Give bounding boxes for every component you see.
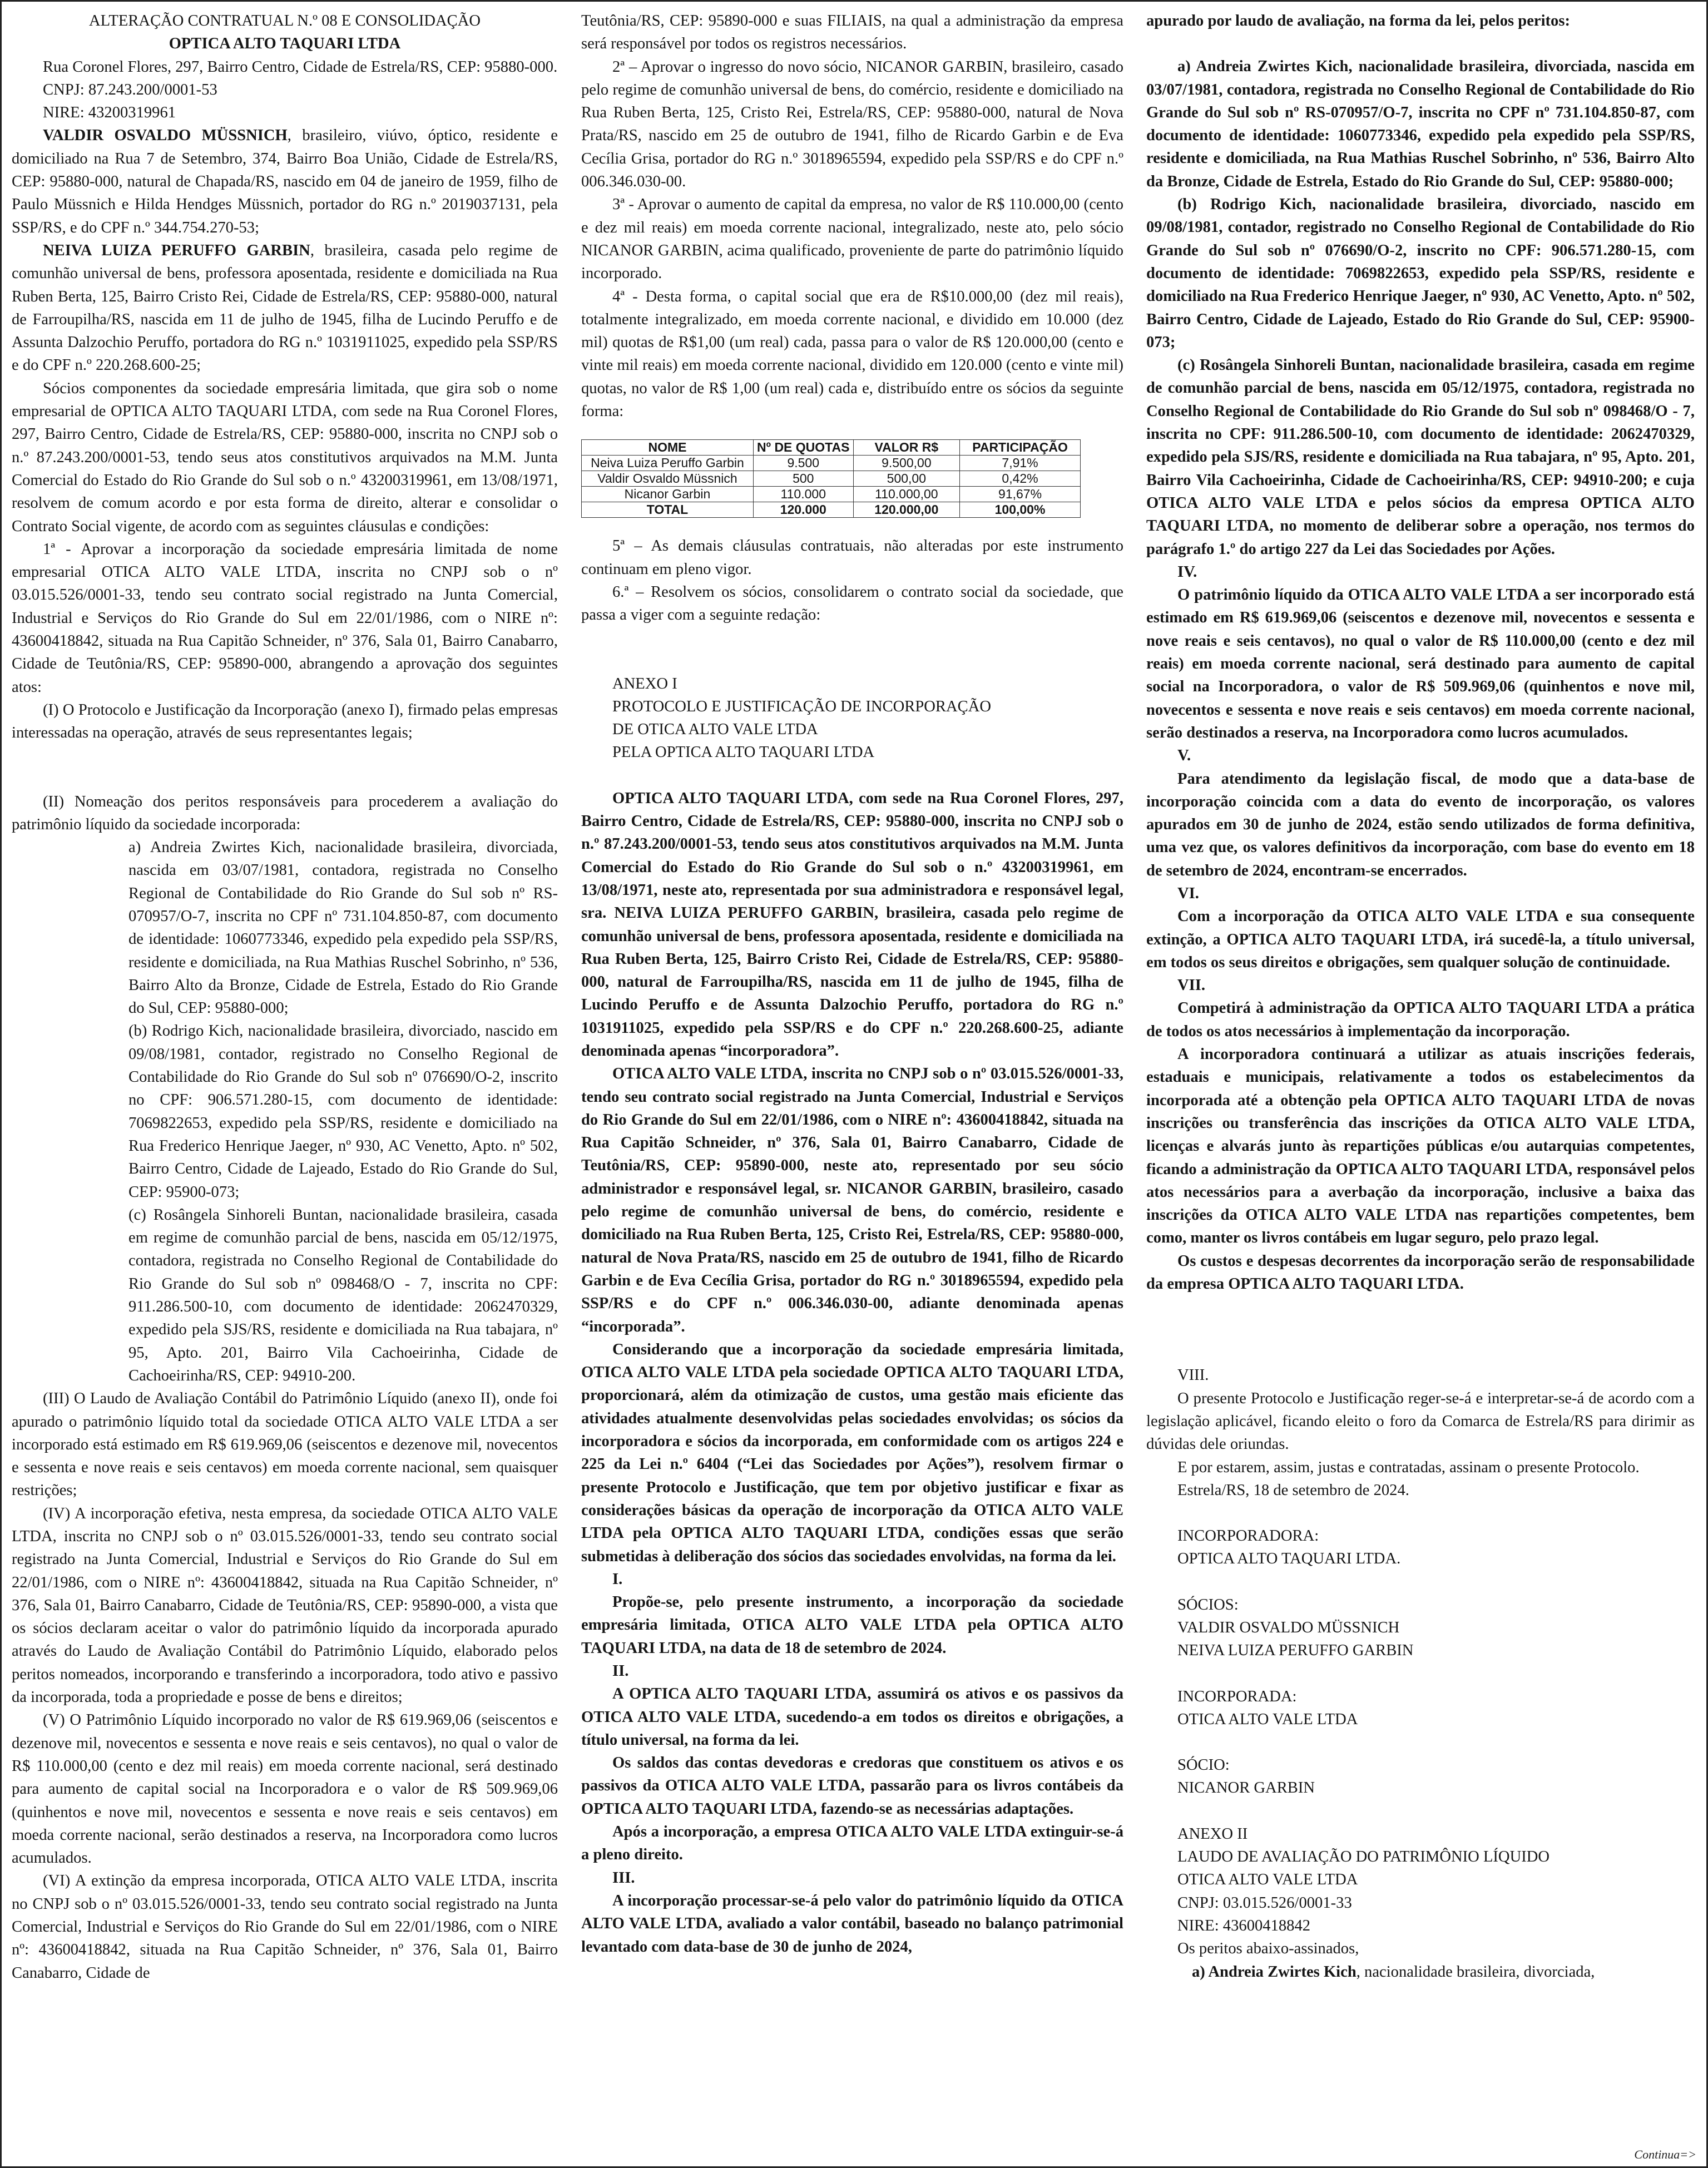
bold-lead: a) Andreia Zwirtes Kich — [1192, 1963, 1357, 1981]
paragraph: ANEXO II — [1177, 1825, 1248, 1843]
paragraph: OTICA ALTO VALE LTDA — [1177, 1710, 1358, 1728]
paragraph: (II) Nomeação dos peritos responsáveis para procederem a avaliação do patrimônio líquido da sociedade incorporada: — [12, 793, 558, 833]
paragraph: (b) Rodrigo Kich, nacionalidade brasileira, divorciado, nascido em 09/08/1981, contador, registrado no Conselho Regional de Contabilidade do Rio Grande do Sul sob nº 076690/O-2, inscrito no CPF: 906.571.280-15, com documento de identidade: 7069822653, expedido pela SSP/RS, residente e domiciliado na Rua Frederico Henrique Jaeger, nº 930, AC Venetto, Apto. nº 502, Bairro Centro, Cidade de Lajeado, Estado do Rio Grande do Sul, CEP: 95900-073; — [128, 1022, 558, 1201]
paragraph: OTICA ALTO VALE LTDA, inscrita no CNPJ sob o nº 03.015.526/0001-33, tendo seu contrato social registrado na Junta Comercial, Industrial e Serviços do Rio Grande do Sul em 22/01/1986, com o NIRE nº: 43600418842, situada na Rua Capitão Schneider, nº 376, Sala 01, Bairro Canabarro, Cidade de Teutônia/RS, CEP: 95890-000, neste ato, representado por seu sócio administrador e responsável legal, sr. NICANOR GARBIN, brasileiro, casado pelo regime de comunhão universal de bens, do comércio, residente e domiciliado na Rua Ruben Berta, 125, Cristo Rei, Estrela/RS, CEP: 95880-000, natural de Nova Prata/RS, nascido em 25 de outubro de 1941, filho de Ricardo Garbin e de Eva Cecília Grisa, portador do RG n.º 3018965594, expedido pela SSP/RS e do CPF n.º 006.346.030-00, adiante denominada apenas “incorporada”. — [581, 1065, 1123, 1335]
paragraph: V. — [1177, 747, 1191, 765]
table-cell: 500 — [753, 471, 853, 487]
paragraph: (I) O Protocolo e Justificação da Incorporação (anexo I), firmado pelas empresas interessadas na operação, através de seus representantes legais; — [12, 701, 558, 742]
paragraph: 6.ª – Resolvem os sócios, consolidarem o contrato social da sociedade, que passa a viger com a seguinte redação: — [581, 583, 1123, 624]
paragraph: II. — [612, 1662, 629, 1680]
paragraph: (III) O Laudo de Avaliação Contábil do Patrimônio Líquido (anexo II), onde foi apurado o patrimônio líquido total da sociedade OTICA ALTO VALE LTDA a ser incorporado está estimado em R$ 619.969,06 (seiscentos e dezenove mil, novecentos e sessenta e nove reais e seis centavos) em moeda corrente nacional, sem quaisquer restrições; — [12, 1390, 558, 1499]
table-cell: 100,00% — [960, 502, 1081, 518]
paragraph: E por estarem, assim, justas e contratadas, assinam o presente Protocolo. — [1177, 1458, 1640, 1476]
table-cell: 9.500,00 — [853, 456, 959, 471]
header-value: VALOR R$ — [853, 440, 959, 456]
paragraph: VALDIR OSVALDO MÜSSNICH — [1177, 1619, 1400, 1636]
bold-lead: NEIVA LUIZA PERUFFO GARBIN — [43, 241, 310, 259]
paragraph: Sócios componentes da sociedade empresária limitada, que gira sob o nome empresarial de OPTICA ALTO TAQUARI LTDA, com sede na Rua Coronel Flores, 297, Bairro Centro, Cidade de Estrela/RS, CEP: 95880-000, inscrita no CNPJ sob o n.º 87.243.200/0001-53, tendo seus atos constitutivos arquivados na M.M. Junta Comercial do Estado do Rio Grande do Sul sob o n.º 43200319961, em 13/08/1971, resolvem de comum acordo e por esta forma de direito, alterar e consolidar o Contrato Social vigente, de acordo com as seguintes cláusulas e condições: — [12, 379, 558, 535]
paragraph-rest: , brasileiro, viúvo, óptico, residente e domiciliado na Rua 7 de Setembro, 374, Bairro Boa União, Cidade de Estrela/RS, CEP: 95880-000, natural de Chapada/RS, nascido em 04 de janeiro de 1959, filho de Paulo Müssnich e Hilda Hendges Müssnich, portador do RG n.º 2019037131, pela SSP/RS, e do CPF n.º 344.754.270-53; — [12, 127, 558, 236]
paragraph: NEIVA LUIZA PERUFFO GARBIN — [1177, 1642, 1414, 1660]
paragraph: CNPJ: 87.243.200/0001-53 — [43, 81, 217, 98]
paragraph-rest: , brasileira, casada pelo regime de comunhão universal de bens, professora aposentada, residente e domiciliada na Rua Ruben Berta, 125, Bairro Cristo Rei, Cidade de Estrela/RS, CEP: 95880-000, natural de Farroupilha/RS, nascida em 11 de julho de 1945, filha de Lucindo Peruffo e de Assunta Dalzochio Peruffo, portadora do RG n.º 1031911025, expedido pela SSP/RS e do CPF n.º 220.268.600-25; — [12, 241, 558, 374]
paragraph: LAUDO DE AVALIAÇÃO DO PATRIMÔNIO LÍQUIDO — [1177, 1848, 1550, 1866]
table-cell: Nicanor Garbin — [582, 487, 754, 502]
column-2 — [581, 9, 1123, 1958]
header-name: NOME — [582, 440, 754, 456]
paragraph: OTICA ALTO VALE LTDA — [1177, 1871, 1358, 1889]
paragraph: ANEXO I — [612, 675, 677, 692]
paragraph: (c) Rosângela Sinhoreli Buntan, nacionalidade brasileira, casada em regime de comunhão parcial de bens, nascida em 05/12/1975, contadora, registrada no Conselho Regional de Contabilidade do Rio Grande do Sul sob nº 098468/O - 7, inscrita no CPF: 911.286.500-10, com documento de identidade: 2062470329, expedido pela SJS/RS, residente e domiciliada na Rua tabajara, nº 95, Apto. 201, Bairro Vila Cachoeirinha, Cidade de Cachoeirinha/RS, CEP: 94910-200. — [128, 1206, 558, 1384]
paragraph: Os custos e despesas decorrentes da incorporação serão de responsabilidade da empresa OPTICA ALTO TAQUARI LTDA. — [1146, 1252, 1695, 1293]
column-2-annex-i — [581, 534, 1123, 1958]
table-row — [582, 471, 1081, 487]
table-cell: 0,42% — [960, 471, 1081, 487]
header-quotas: Nº DE QUOTAS — [753, 440, 853, 456]
paragraph: PROTOCOLO E JUSTIFICAÇÃO DE INCORPORAÇÃO — [612, 697, 992, 715]
paragraph: 1ª - Aprovar a incorporação da sociedade empresária limitada de nome empresarial OTICA ALTO VALE LTDA, inscrita no CNPJ sob o nº 03.015.526/0001-33, tendo seu contrato social registrado na Junta Comercial, Industrial e Serviços do Rio Grande do Sul em 22/01/1986, com o NIRE nº: 43600418842, situada na Rua Capitão Schneider, nº 376, Sala 01, Bairro Canabarro, Cidade de Teutônia/RS, CEP: 95890-000, abrangendo a aprovação dos seguintes atos: — [12, 540, 558, 696]
table-cell: 91,67% — [960, 487, 1081, 502]
paragraph: (b) Rodrigo Kich, nacionalidade brasileira, divorciado, nascido em 09/08/1981, contador, registrado no Conselho Regional de Contabilidade do Rio Grande do Sul sob nº 076690/O-2, inscrito no CPF: 906.571.280-15, com documento de identidade: 7069822653, expedido pela SSP/RS, residente e domiciliado na Rua Frederico Henrique Jaeger, nº 930, AC Venetto, Apto. nº 502, Bairro Centro, Cidade de Lajeado, Estado do Rio Grande do Sul, CEP: 95900-073; — [1146, 196, 1695, 351]
paragraph: III. — [612, 1869, 635, 1887]
table-cell: TOTAL — [582, 502, 754, 518]
paragraph: Rua Coronel Flores, 297, Bairro Centro, Cidade de Estrela/RS, CEP: 95880-000. — [43, 58, 558, 76]
table-cell: 9.500 — [753, 456, 853, 471]
paragraph: 3ª - Aprovar o aumento de capital da empresa, no valor de R$ 110.000,00 (cento e dez mil reais) em moeda corrente nacional, integralizado, neste ato, pelo sócio NICANOR GARBIN, acima qualificado, proveniente de parte do patrimônio líquido incorporado. — [581, 196, 1123, 283]
paragraph: I. — [612, 1570, 623, 1588]
paragraph: SÓCIO: — [1177, 1756, 1230, 1774]
paragraph: Os saldos das contas devedoras e credoras que constituem os ativos e os passivos da OTICA ALTO VALE LTDA, passarão para os livros contábeis da OPTICA ALTO TAQUARI LTDA, fazendo-se as necessárias adaptações. — [581, 1754, 1123, 1818]
paragraph: A incorporação processar-se-á pelo valor do patrimônio líquido da OTICA ALTO VALE LTDA, avaliado a valor contábil, baseado no balanço patrimonial levantado com data-base de 30 de junho de 2024, — [581, 1892, 1123, 1956]
column-1 — [12, 9, 558, 1984]
paragraph: OPTICA ALTO TAQUARI LTDA, com sede na Rua Coronel Flores, 297, Bairro Centro, Cidade de Estrela/RS, CEP: 95880-000, inscrita no CNPJ sob o n.º 87.243.200/0001-53, tendo seus atos constitutivos arquivados na M.M. Junta Comercial do Estado do Rio Grande do Sul sob o n.º 43200319961, em 13/08/1971, neste ato, representada por sua administradora e responsável legal, sra. NEIVA LUIZA PERUFFO GARBIN, brasileira, casada pelo regime de comunhão universal de bens, professora aposentada, residente e domiciliada na Rua Ruben Berta, 125, Bairro Cristo Rei, Cidade de Estrela/RS, CEP: 95880-000, natural de Farroupilha/RS, nascida em 11 de julho de 1945, filha de Lucindo Peruffo e de Assunta Dalzochio Peruffo, portadora do RG n.º 1031911025, expedido pela SSP/RS e do CPF n.º 220.268.600-25, adiante denominada apenas “incorporadora”. — [581, 789, 1123, 1060]
paragraph: VII. — [1177, 977, 1206, 994]
paragraph: OPTICA ALTO TAQUARI LTDA — [169, 35, 401, 53]
paragraph: Após a incorporação, a empresa OTICA ALTO VALE LTDA extinguir-se-á a pleno direito. — [581, 1823, 1123, 1864]
paragraph — [12, 239, 558, 377]
paragraph: O patrimônio líquido da OTICA ALTO VALE LTDA a ser incorporado está estimado em R$ 619.969,06 (seiscentos e dezenove mil, novecentos e sessenta e nove reais e seis centavos), no qual o valor de R$ 110.000,00 (cento e dez mil reais) em moeda corrente nacional, será destinado para aumento de capital social na Incorporadora, o valor de R$ 509.969,06 (quinhentos e nove mil, novecentos e sessenta e nove reais e seis centavos) em moeda corrente nacional, serão destinados a reserva, na Incorporadora como lucros acumulados. — [1146, 586, 1695, 741]
quota-table-header — [582, 440, 1081, 456]
table-cell: 120.000,00 — [853, 502, 959, 518]
paragraph: O presente Protocolo e Justificação reger-se-á e interpretar-se-á de acordo com a legislação aplicável, ficando eleito o foro da Comarca de Estrela/RS para dirimir as dúvidas dele oriundas. — [1146, 1389, 1695, 1453]
paragraph: Os peritos abaixo-assinados, — [1177, 1940, 1359, 1958]
paragraph: (VI) A extinção da empresa incorporada, OTICA ALTO VALE LTDA, inscrita no CNPJ sob o nº 03.015.526/0001-33, tendo seu contrato social registrado na Junta Comercial, Industrial e Serviços do Rio Grande do Sul em 22/01/1986, com o NIRE nº: 43600418842, situada na Rua Capitão Schneider, nº 376, Sala 01, Bairro Canabarro, Cidade de — [12, 1872, 558, 1982]
paragraph: OPTICA ALTO TAQUARI LTDA. — [1177, 1550, 1401, 1568]
paragraph: CNPJ: 03.015.526/0001-33 — [1177, 1894, 1352, 1912]
paragraph: NICANOR GARBIN — [1177, 1779, 1315, 1797]
header-share: PARTICIPAÇÃO — [960, 440, 1081, 456]
paragraph: a) Andreia Zwirtes Kich, nacionalidade brasileira, divorciada, nascida em 03/07/1981, contadora, registrada no Conselho Regional de Contabilidade do Rio Grande do Sul sob nº RS-070957/O-7, inscrita no CPF nº 731.104.850-87, com documento de identidade: 1060773346, expedido pela expedido pela SSP/RS, residente e domiciliada, na Rua Mathias Ruschel Sobrinho, nº 536, Bairro Alto da Bronze, Cidade de Estrela, Estado do Rio Grande do Sul, CEP: 95880-000; — [1146, 58, 1695, 190]
table-row — [582, 487, 1081, 502]
table-cell: Neiva Luiza Peruffo Garbin — [582, 456, 754, 471]
paragraph: VIII. — [1177, 1367, 1209, 1384]
paragraph: NIRE: 43600418842 — [1177, 1917, 1311, 1934]
paragraph: a) Andreia Zwirtes Kich, nacionalidade brasileira, divorciada, nascida em 03/07/1981, contadora, registrada no Conselho Regional de Contabilidade do Rio Grande do Sul sob nº RS-070957/O-7, inscrita no CPF nº 731.104.850-87, com documento de identidade: 1060773346, expedido pela expedido pela SSP/RS, residente e domiciliada, na Rua Mathias Ruschel Sobrinho, nº 536, Bairro Alto da Bronze, Cidade de Estrela, Estado do Rio Grande do Sul, CEP: 95880-000; — [128, 839, 558, 1017]
column-2-clauses — [581, 9, 1123, 423]
paragraph: INCORPORADORA: — [1177, 1527, 1319, 1545]
table-cell: 120.000 — [753, 502, 853, 518]
paragraph: DE OTICA ALTO VALE LTDA — [612, 721, 818, 739]
bold-lead: VALDIR OSVALDO MÜSSNICH — [43, 127, 288, 145]
paragraph — [1146, 1961, 1695, 1983]
paragraph: Com a incorporação da OTICA ALTO VALE LTDA e sua consequente extinção, a OPTICA ALTO TAQUARI LTDA, irá sucedê-la, a título universal, em todos os seus direitos e obrigações, sem qualquer solução de continuidade. — [1146, 908, 1695, 971]
paragraph: INCORPORADA: — [1177, 1687, 1297, 1705]
paragraph: IV. — [1177, 563, 1197, 581]
paragraph-rest: , nacionalidade brasileira, divorciada, — [1356, 1963, 1595, 1981]
paragraph: (V) O Patrimônio Líquido incorporado no valor de R$ 619.969,06 (seiscentos e dezenove mil, novecentos e sessenta e nove reais e seis centavos), no qual o valor de R$ 110.000,00 (cento e dez mil reais) em moeda corrente nacional, será destinado para aumento de capital social na Incorporadora e o valor de R$ 509.969,06 (quinhentos e nove mil, novecentos e sessenta e nove reais e seis centavos) em moeda corrente nacional, serão destinados a reserva, na Incorporadora como lucros acumulados. — [12, 1711, 558, 1867]
paragraph — [12, 124, 558, 239]
paragraph: NIRE: 43200319961 — [43, 104, 176, 122]
continued-note: Continua=> — [1634, 2147, 1696, 2161]
paragraph: (IV) A incorporação efetiva, nesta empresa, da sociedade OTICA ALTO VALE LTDA, inscrita no CNPJ sob o nº 03.015.526/0001-33, tendo seu contrato social registrado na Junta Comercial, Industrial e Serviços do Rio Grande do Sul em 22/01/1986, com o NIRE nº: 43600418842, situada na Rua Capitão Schneider, nº 376, Sala 01, Bairro Canabarro, Cidade de Teutônia/RS, CEP: 95890-000, a vista que os sócios declaram aceitar o valor do patrimônio líquido da incorporada apurado através do Laudo de Avaliação Contábil do Patrimônio Líquido, elaborado pelos peritos nomeados, incorporando e transferindo a incorporadora, todo ativo e passivo da incorporada, toda a propriedade e posse de bens e direitos; — [12, 1504, 558, 1706]
quota-table-total — [582, 502, 1081, 518]
paragraph: Teutônia/RS, CEP: 95890-000 e suas FILIAIS, na qual a administração da empresa será responsável por todos os registros necessários. — [581, 12, 1123, 53]
paragraph: PELA OPTICA ALTO TAQUARI LTDA — [612, 744, 875, 761]
paragraph: Considerando que a incorporação da sociedade empresária limitada, OTICA ALTO VALE LTDA pela sociedade OPTICA ALTO TAQUARI LTDA, proporcionará, além da otimização de custos, uma gestão mais eficiente das atividades atualmente desenvolvidas pelas sociedades envolvidas; os sócios da incorporadora e sócios da incorporada, em conformidade com os artigos 224 e 225 da Lei n.º 6404 (“Lei das Sociedades por Ações”), resolvem firmar o presente Protocolo e Justificação, que tem por objetivo justificar e fixar as considerações básicas da operação de incorporação da OTICA ALTO VALE LTDA pela OPTICA ALTO TAQUARI LTDA, condições essas que serão submetidas à deliberação dos sócios das sociedades envolvidas, na forma da lei. — [581, 1340, 1123, 1565]
paragraph: Para atendimento da legislação fiscal, de modo que a data-base de incorporação coincida com a data do evento de incorporação, os valores apurados em 30 de junho de 2024, estão sendo utilizados de forma definitiva, uma vez que, os valores definitivos da incorporação, com base do evento em 18 de setembro de 2024, encontram-se encerrados. — [1146, 770, 1695, 879]
paragraph: 2ª – Aprovar o ingresso do novo sócio, NICANOR GARBIN, brasileiro, casado pelo regime de comunhão universal de bens, do comércio, residente e domiciliado na Rua Ruben Berta, 125, Cristo Rei, Estrela/RS, CEP: 95880-000, natural de Nova Prata/RS, nascido em 25 de outubro de 1941, filho de Ricardo Garbin e de Eva Cecília Grisa, portador do RG n.º 3018965594, expedido pela SSP/RS e do CPF n.º 006.346.030-00. — [581, 58, 1123, 191]
paragraph: Propõe-se, pelo presente instrumento, a incorporação da sociedade empresária limitada, OTICA ALTO VALE LTDA pela OPTICA ALTO TAQUARI LTDA, na data de 18 de setembro de 2024. — [581, 1593, 1123, 1657]
paragraph: A incorporadora continuará a utilizar as atuais inscrições federais, estaduais e municipais, relativamente a todos os estabelecimentos da incorporada até a obtenção pela OPTICA ALTO TAQUARI LTDA de novas inscrições ou transferência das inscrições da OTICA ALTO VALE LTDA, licenças e alvarás junto às repartições públicas e/ou autarquias competentes, ficando a administração da OPTICA ALTO TAQUARI LTDA, responsável pelos atos necessários para a averbação da incorporação, inclusive a baixa das inscrições da OTICA ALTO VALE LTDA nas repartições competentes, bem como, manter os livros contábeis em lugar seguro, pelo prazo legal. — [1146, 1046, 1695, 1247]
paragraph: SÓCIOS: — [1177, 1596, 1239, 1613]
table-row — [582, 456, 1081, 471]
paragraph: VI. — [1177, 884, 1199, 902]
paragraph: 4ª - Desta forma, o capital social que era de R$10.000,00 (dez mil reais), totalmente integralizado, em moeda corrente nacional, e dividido em 10.000 (dez mil) quotas de R$1,00 (um real) cada, passa para o valor de R$ 120.000,00 (cento e vinte mil reais) em moeda corrente nacional, dividido em 120.000 (cento e vinte mil) quotas, no valor de R$ 1,00 (um real) cada e, distribuído entre os sócios da seguinte forma: — [581, 288, 1123, 420]
paragraph: Competirá à administração da OPTICA ALTO TAQUARI LTDA a prática de todos os atos necessários à implementação da incorporação. — [1146, 999, 1695, 1040]
table-cell: 110.000 — [753, 487, 853, 502]
quota-table-body — [582, 456, 1081, 518]
column-3 — [1146, 9, 1695, 1983]
paragraph: apurado por laudo de avaliação, na forma da lei, pelos peritos: — [1146, 12, 1571, 29]
paragraph: 5ª – As demais cláusulas contratuais, não alteradas por este instrumento continuam em pleno vigor. — [581, 537, 1123, 578]
paragraph: (c) Rosângela Sinhoreli Buntan, nacionalidade brasileira, casada em regime de comunhão parcial de bens, nascida em 05/12/1975, contadora, registrada no Conselho Regional de Contabilidade do Rio Grande do Sul sob nº 098468/O - 7, inscrita no CPF: 911.286.500-10, com documento de identidade: 2062470329, expedido pela SJS/RS, residente e domiciliada na Rua tabajara, nº 95, Apto. 201, Bairro Vila Cachoeirinha, Cidade de Cachoeirinha/RS, CEP: 94910-200; e cuja OTICA ALTO VALE LTDA e pelos sócios da empresa OPTICA ALTO TAQUARI LTDA, no momento de deliberar sobre a operação, nos termos do parágrafo 1.º do artigo 227 da Lei das Sociedades por Ações. — [1146, 357, 1695, 558]
paragraph: ALTERAÇÃO CONTRATUAL N.º 08 E CONSOLIDAÇÃO — [88, 12, 481, 29]
quota-table — [581, 439, 1081, 518]
paragraph: A OPTICA ALTO TAQUARI LTDA, assumirá os ativos e os passivos da OTICA ALTO VALE LTDA, sucedendo-a em todos os direitos e obrigações, a título universal, na forma da lei. — [581, 1685, 1123, 1749]
table-cell: 500,00 — [853, 471, 959, 487]
table-cell: Valdir Osvaldo Müssnich — [582, 471, 754, 487]
paragraph: Estrela/RS, 18 de setembro de 2024. — [1177, 1481, 1409, 1499]
table-cell: 110.000,00 — [853, 487, 959, 502]
table-cell: 7,91% — [960, 456, 1081, 471]
